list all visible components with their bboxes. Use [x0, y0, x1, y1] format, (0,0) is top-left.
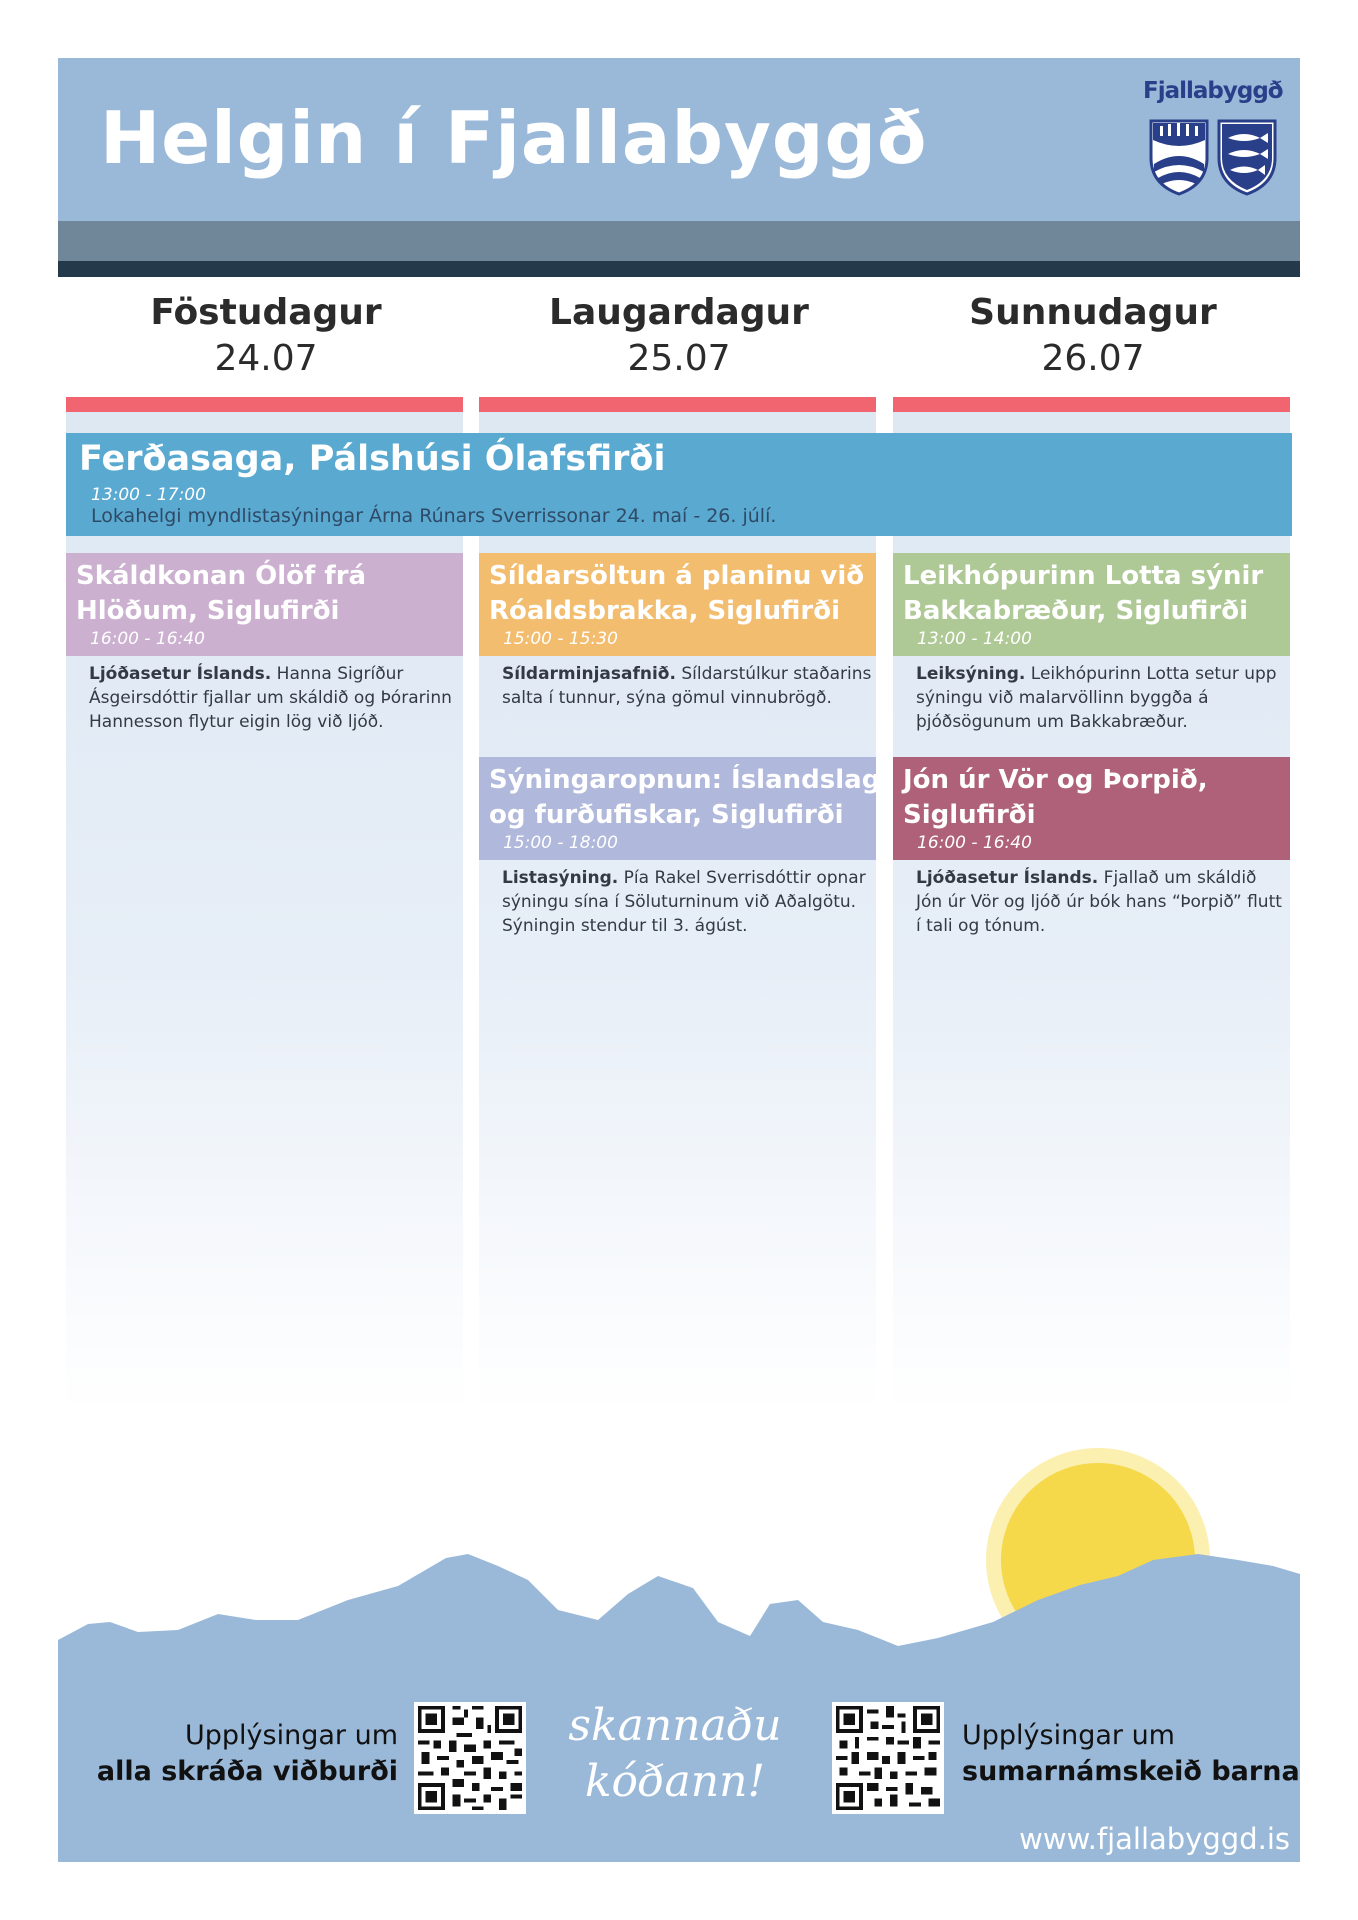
- event-description-sildarsoltun: Síldarminjasafnið. Síldarstúlkur staðarins salta í tunnur, sýna gömul vinnubrögð.: [502, 664, 872, 708]
- header-band-dark: [58, 261, 1300, 277]
- event-time: 16:00 - 16:40: [90, 629, 205, 649]
- event-time: 15:00 - 15:30: [503, 629, 618, 649]
- header-banner: [58, 58, 1300, 221]
- event-description: Lokahelgi myndlistasýningar Árna Rúnars Sverrissonar 24. maí - 26. júlí.: [91, 505, 777, 527]
- footer-right-line1: Upplýsingar um: [962, 1720, 1175, 1751]
- event-description-olof: Ljóðasetur Íslands. Hanna Sigríður Ásgeirsdóttir fjallar um skáldið og Þórarinn Hannesson flytur eigin lög við ljóð.: [89, 664, 452, 732]
- page-title: Helgin í Fjallabyggð: [100, 96, 928, 180]
- day-date-sunday: 26.07: [1041, 338, 1145, 379]
- day-date-saturday: 25.07: [627, 338, 731, 379]
- event-time: 13:00 - 14:00: [917, 629, 1032, 649]
- day-divider-sunday: [893, 397, 1290, 412]
- coat-of-arms-olafsfjordur-icon: [1216, 118, 1278, 196]
- event-header-lotta: [893, 553, 1290, 656]
- event-title: Leikhópurinn Lotta sýnir Bakkabræður, Siglufirði: [903, 561, 1264, 626]
- day-divider-friday: [66, 397, 463, 412]
- event-description-lotta: Leiksýning. Leikhópurinn Lotta setur upp sýningu við malarvöllinn byggða á þjóðsögunum um Bakkabræður.: [916, 664, 1277, 732]
- event-header-syningaropnun: [479, 757, 881, 860]
- event-time: 16:00 - 16:40: [917, 833, 1032, 853]
- day-date-friday: 24.07: [214, 338, 318, 379]
- event-header-sildarsoltun: [479, 553, 876, 656]
- event-title: Jón úr Vör og Þorpið, Siglufirði: [903, 765, 1208, 830]
- event-header-olof: [66, 553, 463, 656]
- header-band-light: [58, 221, 1300, 261]
- event-time: 13:00 - 17:00: [91, 485, 206, 505]
- day-divider-saturday: [479, 397, 876, 412]
- event-description-syningaropnun: Listasýning. Pía Rakel Sverrisdóttir opnar sýningu sína í Söluturninum við Aðalgötu. Sýningin stendur til 3. ágúst.: [502, 868, 866, 936]
- footer-right-line2: sumarnámskeið barna: [962, 1756, 1300, 1787]
- day-name-saturday: Laugardagur: [549, 292, 809, 333]
- day-name-friday: Föstudagur: [150, 292, 382, 333]
- event-title: Síldarsöltun á planinu við Róaldsbrakka, Siglufirði: [489, 561, 865, 626]
- event-title: Sýningaropnun: Íslandslag og furðufiskar, Siglufirði: [489, 765, 881, 830]
- scan-the-code-text: skannaðu kóðann!: [568, 1700, 782, 1807]
- event-banner-ferdasaga: [66, 433, 1292, 536]
- event-description-jon-ur-vor: Ljóðasetur Íslands. Fjallað um skáldið Jón úr Vör og ljóð úr bók hans “Þorpið” flutt í tali og tónum.: [916, 868, 1282, 936]
- qr-code-events-icon[interactable]: [414, 1702, 526, 1814]
- event-title: Ferðasaga, Pálshúsi Ólafsfirði: [79, 439, 666, 479]
- event-time: 15:00 - 18:00: [503, 833, 618, 853]
- event-title: Skáldkonan Ólöf frá Hlöðum, Siglufirði: [76, 561, 367, 626]
- website-link[interactable]: www.fjallabyggd.is: [1019, 1822, 1290, 1856]
- logo-text: Fjallabyggð: [1143, 78, 1283, 104]
- day-name-sunday: Sunnudagur: [969, 292, 1217, 333]
- event-header-jon-ur-vor: [893, 757, 1290, 860]
- footer-left-line1: Upplýsingar um: [185, 1720, 398, 1751]
- footer-left-line2: alla skráða viðburði: [96, 1756, 398, 1787]
- qr-code-courses-icon[interactable]: [832, 1702, 944, 1814]
- coat-of-arms-siglufjordur-icon: [1148, 118, 1210, 196]
